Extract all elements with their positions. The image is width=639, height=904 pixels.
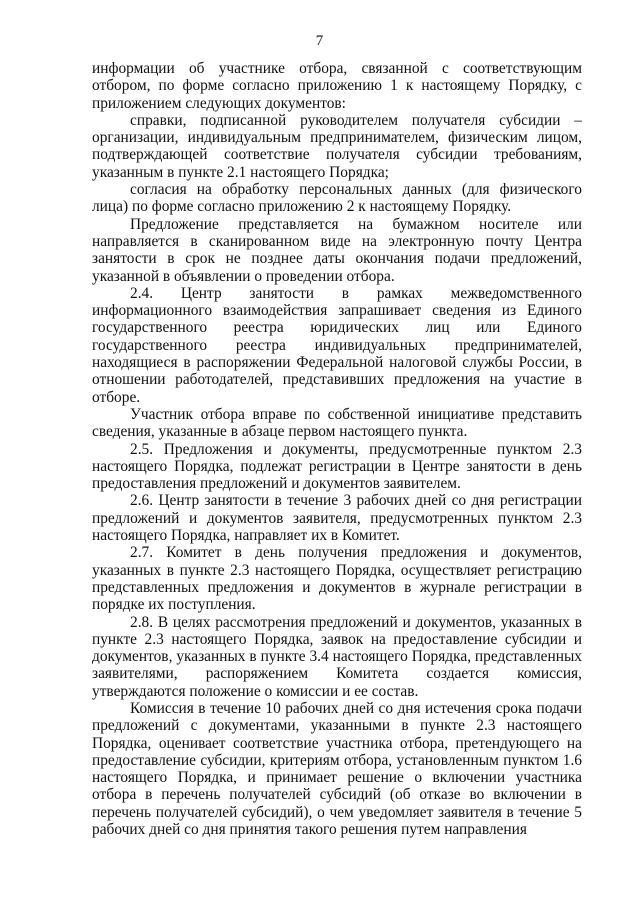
paragraph-commission-review: Комиссия в течение 10 рабочих дней со дня истечения срока подачи предложений с документами, указанными в пункте 2.3 настоящего Порядка, оценивает соответствие участника отбора, претендующего на предоставление субсидии, критериям отбора, установленным пунктом 1.6 настоящего Порядка, и принимает решение о включении участника отбора в перечень получателей субсидий (об отказе во включении в перечень получателей субсидий), о чем уведомляет заявителя в течение 5 рабочих дней со дня принятия такого решения путем направления <box>92 699 582 839</box>
paragraph-participant-right: Участник отбора вправе по собственной инициативе представить сведения, указанные в абзаце первом настоящего пункта. <box>92 405 582 441</box>
page-number: 7 <box>315 33 324 49</box>
document-body <box>92 60 582 838</box>
paragraph-certificate-item: справки, подписанной руководителем получателя субсидии – организации, индивидуальным предпринимателем, физическим лицом, подтверждающей соответствие получателя субсидии требованиям, указанным в пункте 2.1 настоящего Порядка; <box>92 111 582 181</box>
paragraph-continuation: информации об участнике отбора, связанной с соответствующим отбором, по форме согласно приложению 1 к настоящему Порядку, с приложением следующих документов: <box>92 60 582 112</box>
paragraph-clause-2-6: 2.6. Центр занятости в течение 3 рабочих дней со дня регистрации предложений и документов заявителя, предусмотренных пунктом 2.3 настоящего Порядка, направляет их в Комитет. <box>92 492 582 545</box>
paragraph-consent-item: согласия на обработку персональных данных (для физического лица) по форме согласно приложению 2 к настоящему Порядку. <box>92 181 582 216</box>
paragraph-submission-method: Предложение представляется на бумажном носителе или направляется в сканированном виде на электронную почту Центра занятости в срок не позднее даты окончания подачи предложений, указанной в объявлении о проведении отбора. <box>92 215 582 285</box>
paragraph-clause-2-7: 2.7. Комитет в день получения предложения и документов, указанных в пункте 2.3 настоящего Порядка, осуществляет регистрацию представленных предложения и документов в журнале регистрации в порядке их поступления. <box>92 544 582 614</box>
paragraph-clause-2-4: 2.4. Центр занятости в рамках межведомственного информационного взаимодействия запрашивает сведения из Единого государственного реестра юридических лиц или Единого государственного реестра индивидуальных предпринимателей, находящиеся в распоряжении Федеральной налоговой службы России, в отношении работодателей, представивших предложения на участие в отборе. <box>92 284 582 406</box>
paragraph-clause-2-8: 2.8. В целях рассмотрения предложений и документов, указанных в пункте 2.3 настоящего Порядка, заявок на предоставление субсидии и документов, указанных в пункте 3.4 настоящего Порядка, представленных заявителями, распоряжением Комитета создается комиссия, утверждаются положение о комиссии и ее состав. <box>92 613 582 700</box>
paragraph-clause-2-5: 2.5. Предложения и документы, предусмотренные пунктом 2.3 настоящего Порядка, подлежат регистрации в Центре занятости в день предоставления предложений и документов заявителем. <box>92 440 582 493</box>
